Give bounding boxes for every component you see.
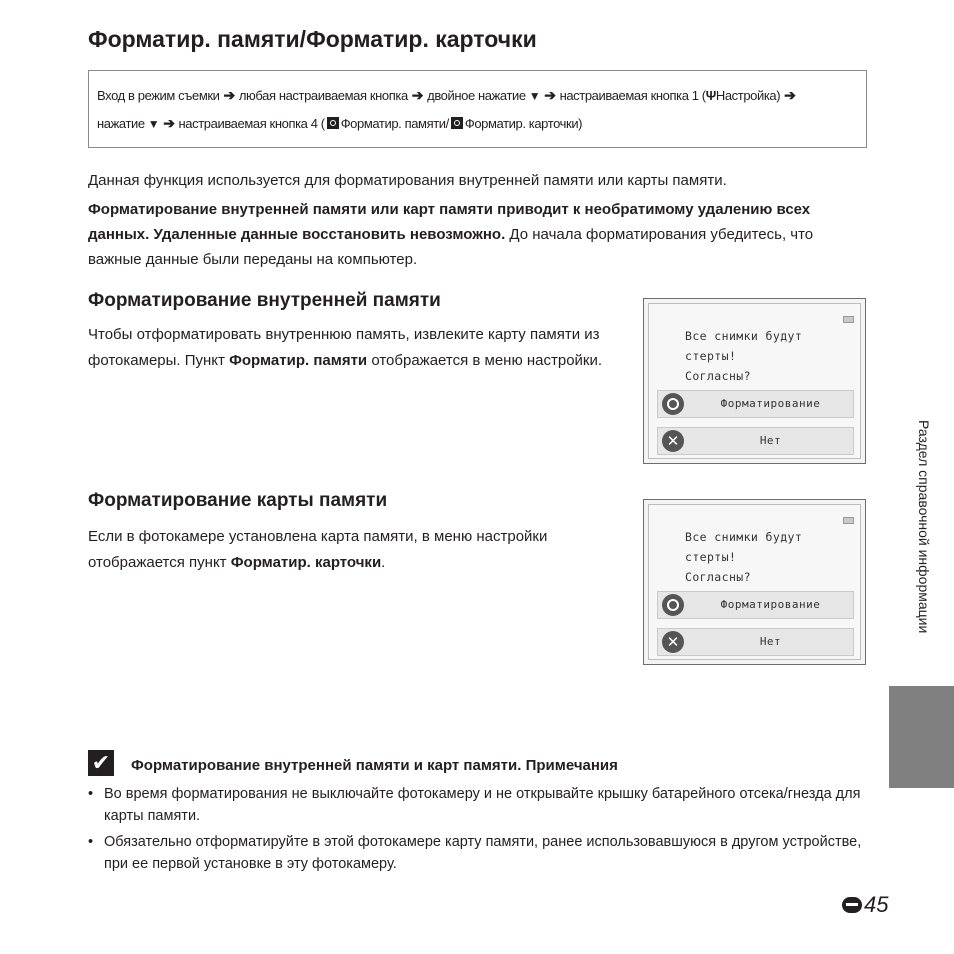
no-option-label: Нет <box>759 434 782 447</box>
page-number <box>842 892 888 918</box>
section-text: отображается в меню настройки. <box>367 352 603 369</box>
warning-bold-text: Форматирование внутренней памяти или карт памяти приводит к необратимому удалению всех данных. Удаленные данные восстановить невозможно. <box>88 201 811 243</box>
note-bullet: • Обязательно отформатируйте в этой фотокамере карту памяти, ранее использовавшуюся в другом устройстве, при ее первой установке в эту фотокамеру. <box>88 831 878 875</box>
section-heading-memory-card: Форматирование карты памяти <box>88 490 388 511</box>
wrench-icon: Ψ <box>705 88 716 103</box>
menu-item-name: Форматир. карточки <box>230 554 382 571</box>
navigation-path-box <box>88 70 867 148</box>
reference-section-icon <box>842 897 862 913</box>
screen-message-line: Все снимки будут стерты! <box>685 530 803 564</box>
note-heading: Форматирование внутренней памяти и карт памяти. Примечания <box>131 757 618 774</box>
nav-line-2 <box>97 115 582 132</box>
screen-message <box>685 326 860 386</box>
nav-step: Форматир. карточки) <box>464 116 583 131</box>
screen-message-line: Все снимки будут стерты! <box>685 329 803 363</box>
arrow-right-icon: ➔ <box>544 87 556 103</box>
screen-frame <box>648 504 861 660</box>
section-heading-internal-memory: Форматирование внутренней памяти <box>88 290 441 311</box>
circle-icon <box>662 594 684 616</box>
nav-step: Форматир. памяти/ <box>340 116 449 131</box>
arrow-right-icon: ➔ <box>784 87 796 103</box>
cross-icon: ✕ <box>662 430 684 452</box>
section-text-memory-card <box>88 524 608 576</box>
page-title: Форматир. памяти/Форматир. карточки <box>88 26 537 52</box>
no-option[interactable] <box>657 427 854 455</box>
section-text-internal-memory <box>88 322 608 374</box>
no-option-label: Нет <box>759 635 782 648</box>
arrow-right-icon: ➔ <box>223 87 235 103</box>
nav-step: любая настраиваемая кнопка <box>238 88 408 103</box>
battery-icon <box>843 517 854 524</box>
section-text: Если в фотокамере установлена карта памяти, в меню настройки отображается пункт <box>88 528 548 571</box>
nav-step: нажатие <box>97 116 145 131</box>
format-option-label: Форматирование <box>720 397 821 410</box>
section-text: Чтобы отформатировать внутреннюю память, извлеките карту памяти из фотокамеры. Пункт <box>88 326 600 369</box>
format-memory-icon <box>327 117 339 129</box>
section-side-label: Раздел справочной информации <box>916 420 932 634</box>
warning-text: До начала форматирования убедитесь, что важные данные были переданы на компьютер. <box>88 226 814 268</box>
note-bullet: • Во время форматирования не выключайте фотокамеру и не открывайте крышку батарейного отсека/гнезда для карты памяти. <box>88 783 878 827</box>
format-option-label: Форматирование <box>720 598 821 611</box>
format-option[interactable] <box>657 591 854 619</box>
warning-paragraph <box>88 197 848 272</box>
no-option[interactable] <box>657 628 854 656</box>
page-number-value: 45 <box>864 892 889 917</box>
camera-screen-memory-card <box>643 499 866 665</box>
screen-frame <box>648 303 861 459</box>
screen-message-line: Согласны? <box>685 369 751 383</box>
triangle-down-icon: ▼ <box>147 117 160 131</box>
section-tab <box>889 686 954 788</box>
nav-step: настраиваемая кнопка 1 ( <box>559 88 706 103</box>
triangle-down-icon: ▼ <box>528 89 541 103</box>
nav-line-1 <box>97 87 800 104</box>
format-card-icon <box>451 117 463 129</box>
nav-step: Вход в режим съемки <box>97 88 220 103</box>
screen-message <box>685 527 860 587</box>
circle-icon <box>662 393 684 415</box>
format-option[interactable] <box>657 390 854 418</box>
nav-step: настраиваемая кнопка 4 ( <box>178 116 325 131</box>
section-text: . <box>381 554 386 571</box>
intro-paragraph: Данная функция используется для форматирования внутренней памяти или карты памяти. <box>88 172 727 189</box>
camera-screen-internal-memory <box>643 298 866 464</box>
battery-icon <box>843 316 854 323</box>
menu-item-name: Форматир. памяти <box>229 352 368 369</box>
cross-icon: ✕ <box>662 631 684 653</box>
arrow-right-icon: ➔ <box>411 87 424 103</box>
nav-step: Настройка) <box>715 88 781 103</box>
checkmark-icon: ✔ <box>88 750 114 776</box>
arrow-right-icon: ➔ <box>163 115 175 131</box>
nav-step: двойное нажатие <box>427 88 526 103</box>
screen-message-line: Согласны? <box>685 570 751 584</box>
